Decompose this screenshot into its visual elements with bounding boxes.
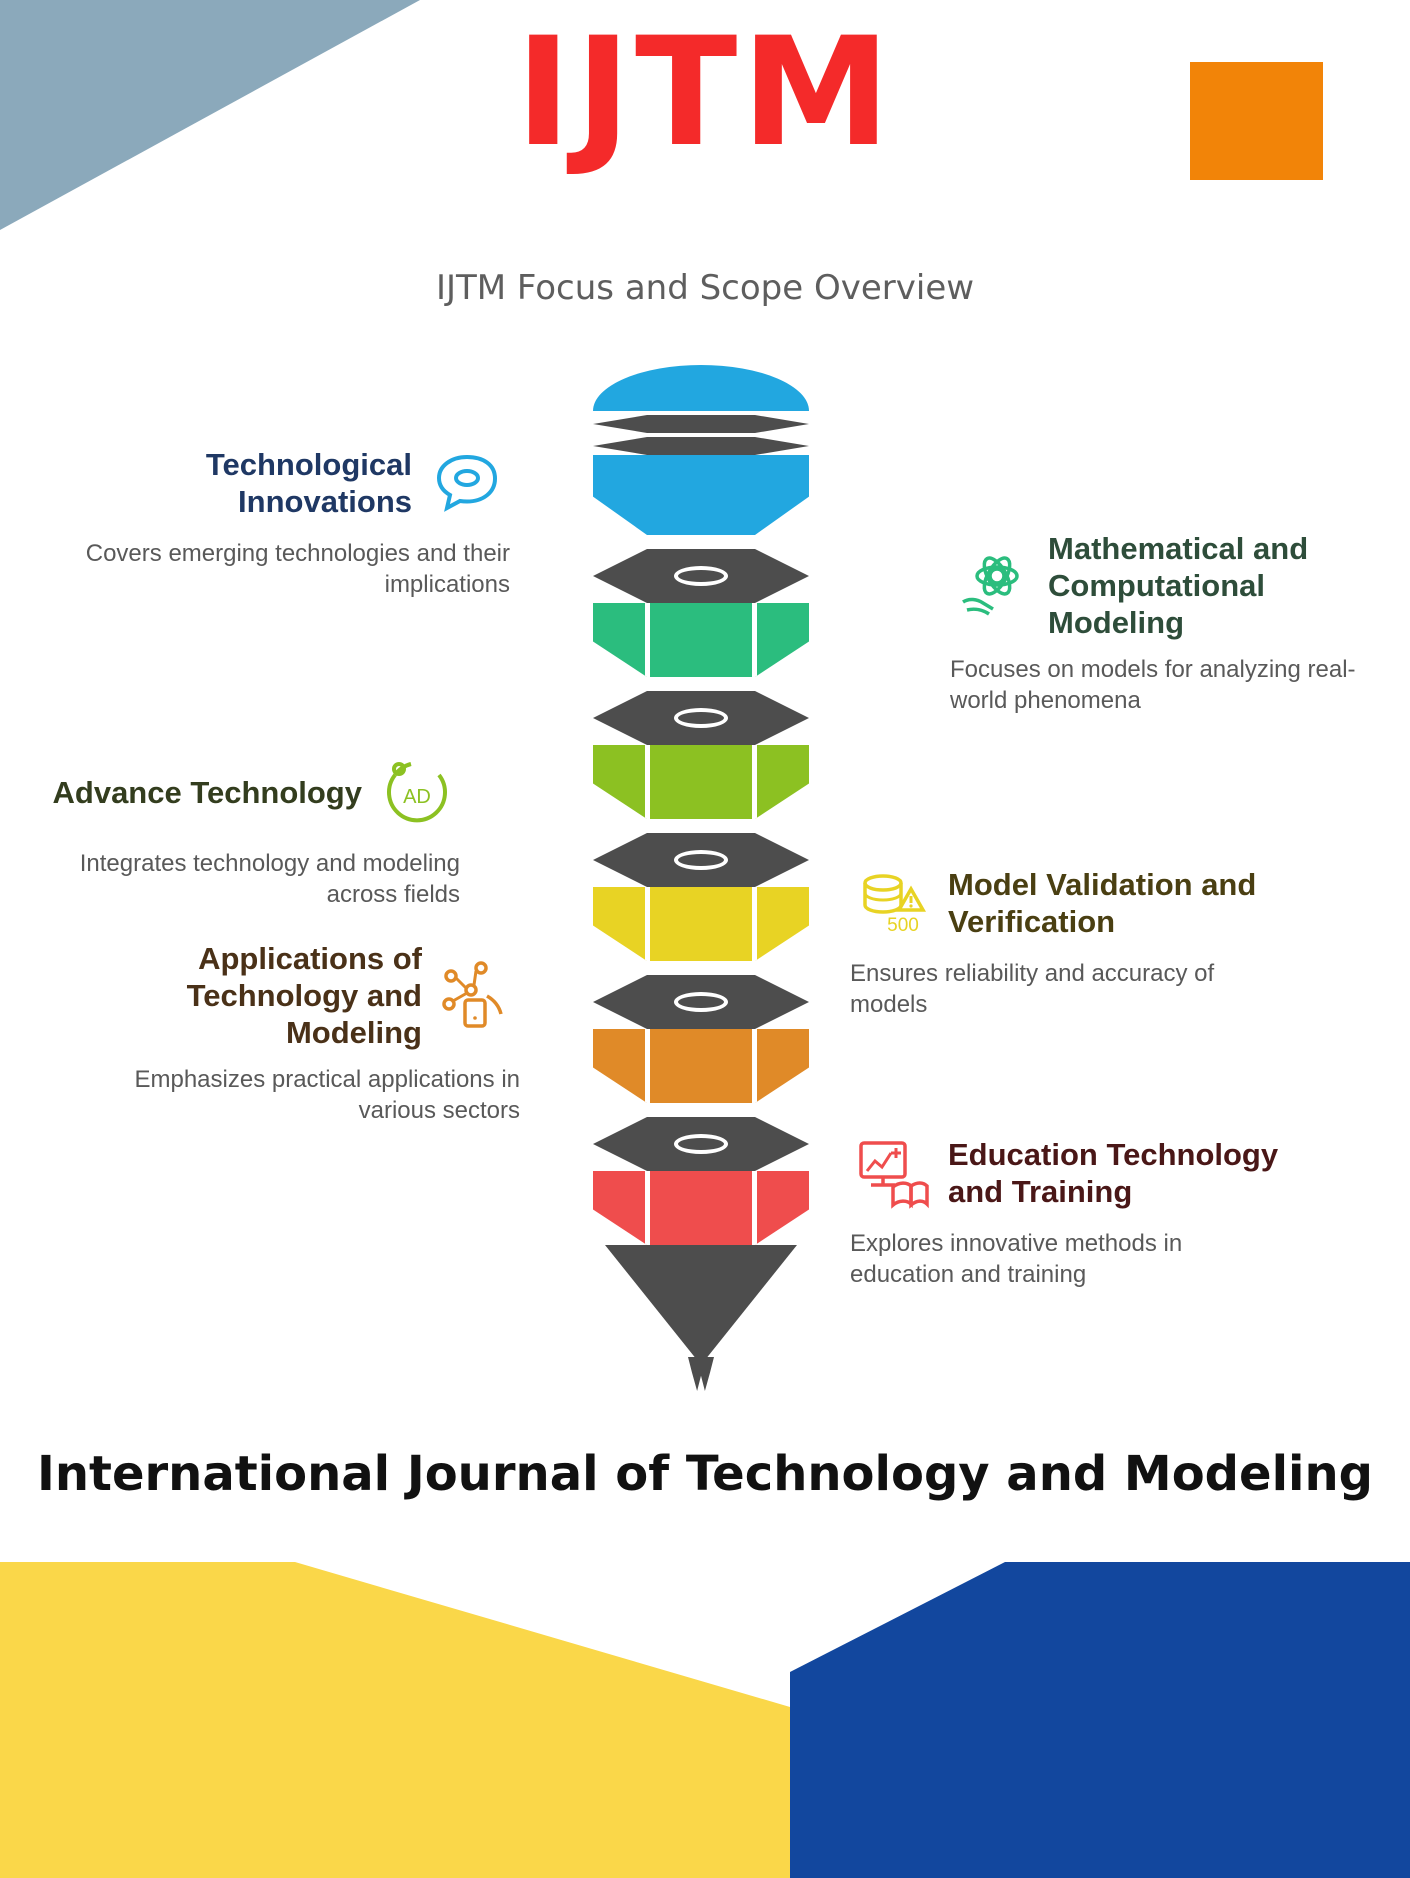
callout-model-validation-verification — [850, 860, 1280, 1020]
funnel-layer-5-top — [593, 975, 809, 1029]
callout-title: Applications of Technology and Modeling — [186, 941, 422, 1051]
funnel-layer-5-hole — [674, 992, 728, 1012]
corner-decoration-bottom-left — [0, 1562, 790, 1878]
callout-description: Focuses on models for analyzing real-world phenomena — [950, 655, 1356, 714]
funnel-layer-3-hole — [674, 708, 728, 728]
callout-advance-technology — [30, 750, 460, 910]
callout-title: Model Validation and Verification — [948, 866, 1257, 939]
callout-title: Mathematical and Computational Modeling — [1048, 531, 1309, 641]
callout-description: Ensures reliability and accuracy of models — [850, 960, 1215, 1019]
journal-full-title: International Journal of Technology and Modeling — [36, 1446, 1374, 1502]
funnel-layer-4-body — [593, 887, 809, 961]
callout-title: Technological Innovations — [205, 446, 412, 519]
speech-bubble-icon — [424, 440, 510, 526]
funnel-layer-6-top — [593, 1117, 809, 1171]
funnel-layer-1-top — [593, 365, 809, 411]
callout-description: Integrates technology and modeling across fields — [79, 850, 460, 909]
corner-decoration-bottom-right — [790, 1562, 1410, 1878]
funnel-diagram — [586, 365, 816, 1395]
funnel-layer-5 — [593, 975, 809, 1103]
callout-technological-innovations — [80, 440, 510, 600]
funnel-layer-5-body — [593, 1029, 809, 1103]
funnel-layer-1-divider-a — [593, 415, 809, 433]
network-hand-icon — [434, 953, 520, 1039]
callout-applications-technology-modeling — [90, 940, 520, 1126]
funnel-layer-1-divider-b — [593, 437, 809, 455]
journal-logo: IJTM — [515, 6, 895, 180]
callout-education-technology-training — [850, 1130, 1280, 1290]
funnel-layer-3-body — [593, 745, 809, 819]
funnel-layer-2-top — [593, 549, 809, 603]
funnel-layer-2-hole — [674, 566, 728, 586]
atom-in-hand-icon — [950, 543, 1036, 629]
page-subtitle: IJTM Focus and Scope Overview — [435, 268, 975, 308]
funnel-layer-6-hole — [674, 1134, 728, 1154]
svg-text:AD: AD — [403, 786, 431, 808]
funnel-layer-6 — [593, 1117, 809, 1245]
funnel-layer-6-body — [593, 1171, 809, 1245]
callout-mathematical-computational-modeling — [950, 530, 1380, 716]
funnel-layer-1-body — [593, 455, 809, 535]
funnel-layer-4-top — [593, 833, 809, 887]
funnel-tip — [593, 1245, 809, 1395]
chart-book-icon — [850, 1130, 936, 1216]
funnel-layer-3-top — [593, 691, 809, 745]
funnel-drip — [688, 1357, 714, 1391]
coin-stack-warning-icon — [850, 860, 936, 946]
svg-text:500: 500 — [887, 915, 919, 936]
funnel-layer-2-body — [593, 603, 809, 677]
callout-title: Education Technology and Training — [948, 1136, 1279, 1209]
funnel-layer-4-hole — [674, 850, 728, 870]
funnel-layer-4 — [593, 833, 809, 961]
ad-badge-icon — [374, 750, 460, 836]
funnel-layer-2 — [593, 549, 809, 677]
callout-description: Covers emerging technologies and their implications — [85, 540, 510, 599]
callout-description: Explores innovative methods in education and training — [850, 1230, 1183, 1289]
funnel-layer-3 — [593, 691, 809, 819]
funnel-cone — [605, 1245, 797, 1365]
callout-title: Advance Technology — [52, 775, 362, 811]
funnel-layer-1 — [586, 365, 816, 535]
callout-description: Emphasizes practical applications in various sectors — [134, 1065, 520, 1124]
